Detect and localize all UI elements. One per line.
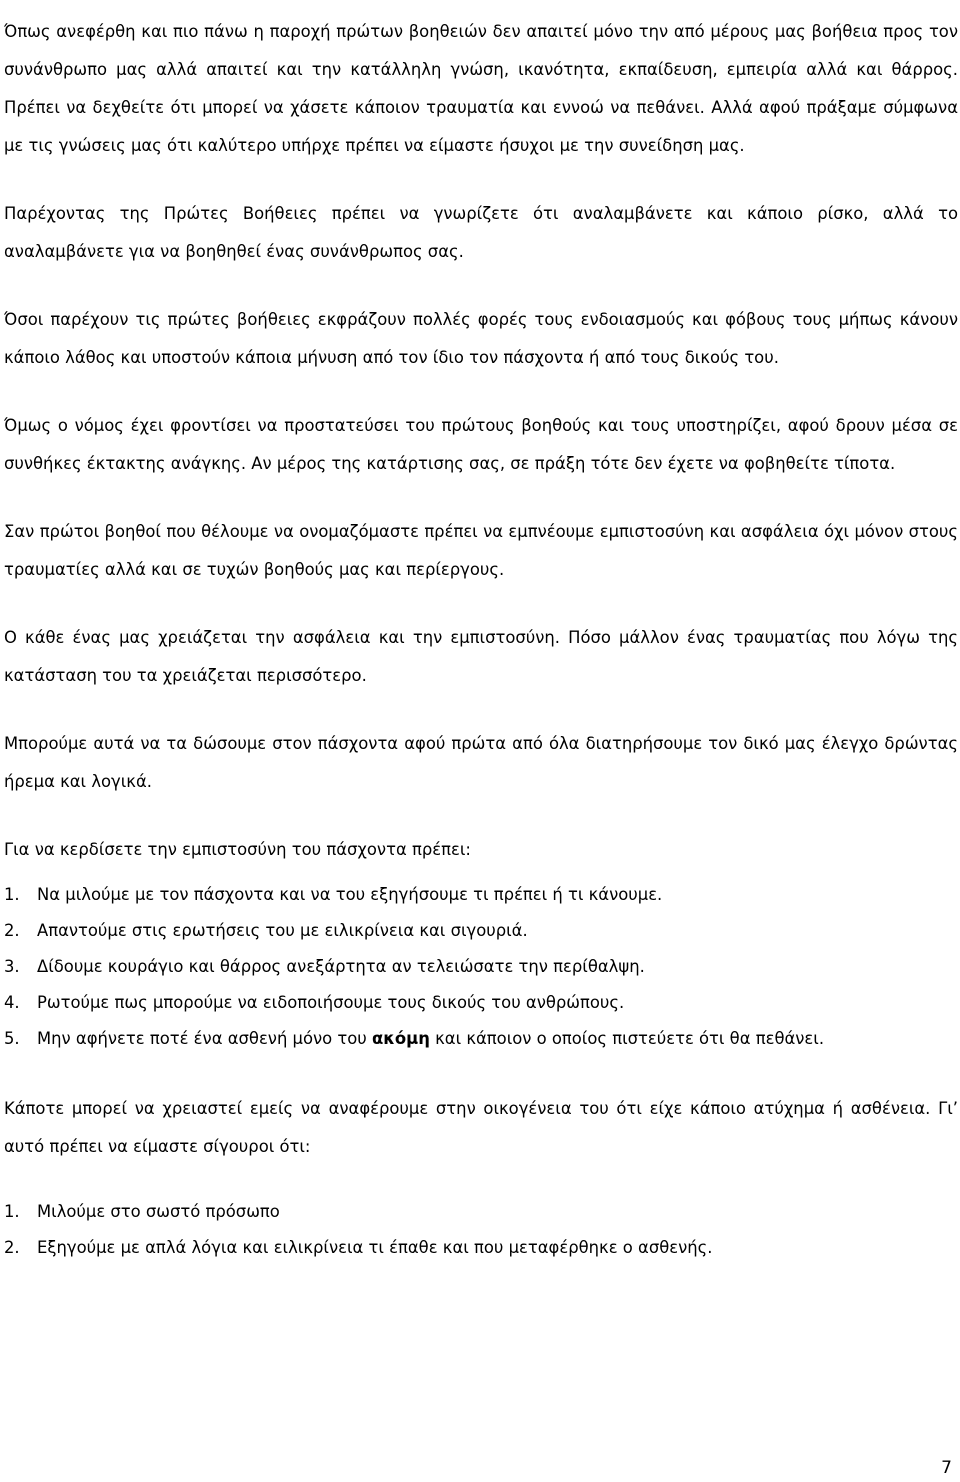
list-item	[4, 1230, 958, 1266]
family-list	[4, 1194, 958, 1266]
list-item-text: Απαντούμε στις ερωτήσεις του με ειλικρίνεια και σιγουριά.	[37, 921, 528, 940]
list-number: 4.	[4, 993, 20, 1012]
list-item	[4, 985, 958, 1021]
paragraph-control: Μπορούμε αυτά να τα δώσουμε στον πάσχοντα αφού πρώτα από όλα διατηρήσουμε τον δικό μας έλεγχο δρώντας ήρεμα και λογικά.	[4, 734, 958, 791]
paragraph-law: Όμως ο νόμος έχει φροντίσει να προστατεύσει του πρώτους βοηθούς και τους υποστηρίζει, αφού δρουν μέσα σε συνθήκες έκτακτης ανάγκης. Αν μέρος της κατάρτισης σας, σε πράξη τότε δεν έχετε να φοβηθείτε τίποτα.	[4, 416, 958, 473]
list-item	[4, 1021, 958, 1057]
list-item	[4, 949, 958, 985]
document-page	[4, 0, 958, 1266]
list-number: 1.	[4, 885, 20, 904]
list-item-text	[37, 1021, 824, 1057]
paragraph-trust: Σαν πρώτοι βοηθοί που θέλουμε να ονομαζόμαστε πρέπει να εμπνέουμε εμπιστοσύνη και ασφάλεια όχι μόνον στους τραυματίες αλλά και σε τυχών βοηθούς μας και περίεργους.	[4, 522, 958, 579]
list-number: 2.	[4, 1238, 20, 1257]
family-paragraph: Κάποτε μπορεί να χρειαστεί εμείς να αναφέρουμε στην οικογένεια του ότι είχε κάποιο ατύχημα ή ασθένεια. Γι’ αυτό πρέπει να είμαστε σίγουροι ότι:	[4, 1099, 958, 1156]
list-item-text: Ρωτούμε πως μπορούμε να ειδοποιήσουμε τους δικούς του ανθρώπους.	[37, 993, 625, 1012]
paragraph-first-aid-knowledge: Όπως ανεφέρθη και πιο πάνω η παροχή πρώτων βοηθειών δεν απαιτεί μόνο την από μέρους μας βοήθεια προς τον συνάνθρωπο μας αλλά απαιτεί και την κατάλληλη γνώση, ικανότητα, εκπαίδευση, εμπειρία αλλά και θάρρος. Πρέπει να δεχθείτε ότι μπορεί να χάσετε κάποιον τραυματία και εννοώ να πεθάνει. Αλλά αφού πράξαμε σύμφωνα με τις γνώσεις μας ότι καλύτερο υπήρχε πρέπει να είμαστε ήσυχοι με την συνείδηση μας.	[4, 22, 958, 155]
list-item	[4, 877, 958, 913]
paragraph-fears: Όσοι παρέχουν τις πρώτες βοήθειες εκφράζουν πολλές φορές τους ενδοιασμούς και φόβους τους μήπως κάνουν κάποιο λάθος και υποστούν κάποια μήνυση από τον ίδιο τον πάσχοντα ή από τους δικούς του.	[4, 310, 958, 367]
paragraph-safety: Ο κάθε ένας μας χρειάζεται την ασφάλεια και την εμπιστοσύνη. Πόσο μάλλον ένας τραυματίας που λόγω της κατάσταση του τα χρειάζεται περισσότερο.	[4, 628, 958, 685]
emphasis-word: ακόμη	[372, 1029, 430, 1048]
list-item-text: Μιλούμε στο σωστό πρόσωπο	[37, 1202, 280, 1221]
list-number: 2.	[4, 921, 20, 940]
list-item-text: Να μιλούμε με τον πάσχοντα και να του εξηγήσουμε τι πρέπει ή τι κάνουμε.	[37, 885, 663, 904]
list-number: 5.	[4, 1029, 20, 1048]
list-number: 1.	[4, 1202, 20, 1221]
list-item-text: Δίδουμε κουράγιο και θάρρος ανεξάρτητα αν τελειώσατε την περίθαλψη.	[37, 957, 645, 976]
list-item-text: Εξηγούμε με απλά λόγια και ειλικρίνεια τι έπαθε και που μεταφέρθηκε ο ασθενής.	[37, 1238, 713, 1257]
trust-list	[4, 877, 958, 1057]
list-item	[4, 1194, 958, 1230]
list-item-text-start: Μην αφήνετε ποτέ ένα ασθενή μόνο του	[37, 1029, 372, 1048]
page-number: 7	[941, 1458, 952, 1478]
paragraph-risk: Παρέχοντας της Πρώτες Βοήθειες πρέπει να γνωρίζετε ότι αναλαμβάνετε και κάποιο ρίσκο, αλλά το αναλαμβάνετε για να βοηθηθεί ένας συνάνθρωπος σας.	[4, 204, 958, 261]
list-item	[4, 913, 958, 949]
list-item-text-end: και κάποιον ο οποίος πιστεύετε ότι θα πεθάνει.	[429, 1029, 825, 1048]
list-number: 3.	[4, 957, 20, 976]
trust-list-intro: Για να κερδίσετε την εμπιστοσύνη του πάσχοντα πρέπει:	[4, 840, 471, 859]
